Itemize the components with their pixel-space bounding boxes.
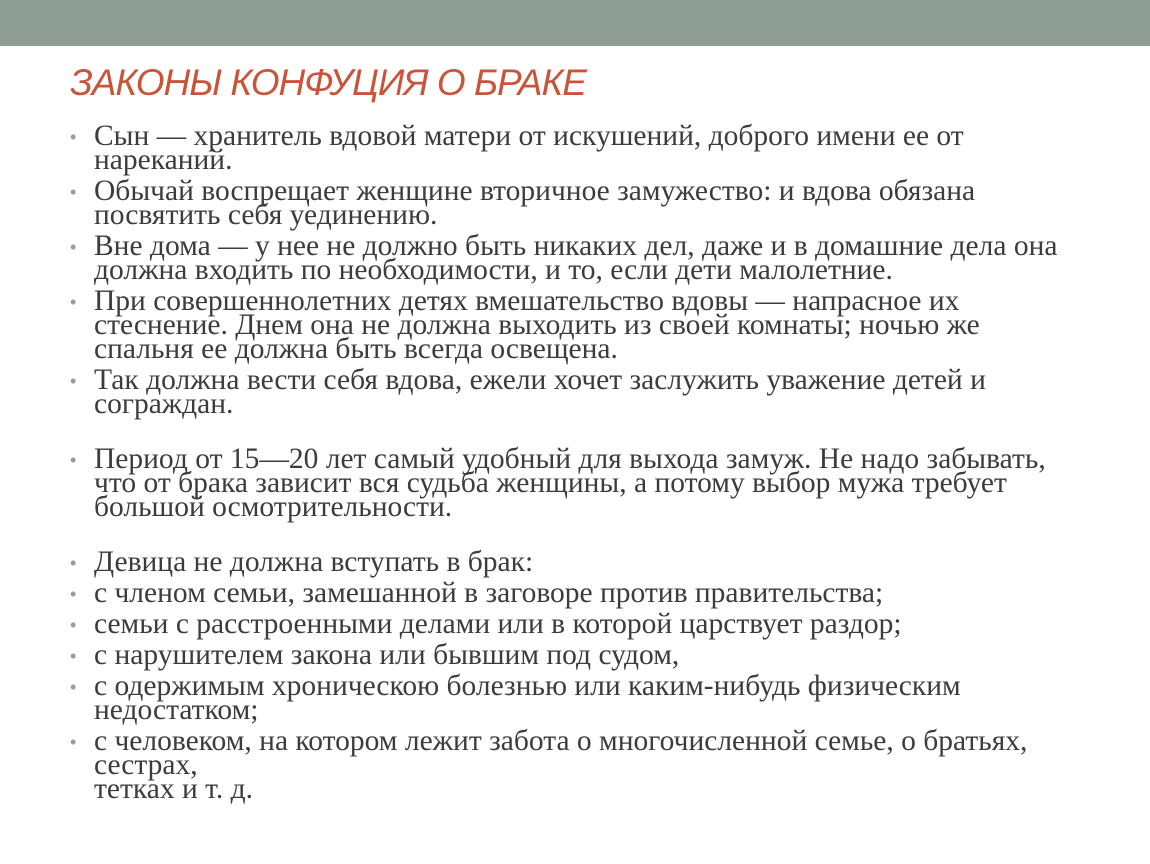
slide-title: ЗАКОНЫ КОНФУЦИЯ О БРАКЕ bbox=[70, 62, 586, 103]
bullet-item bbox=[70, 120, 1070, 176]
bullet-dot-icon: • bbox=[70, 450, 77, 470]
bullet-item bbox=[70, 443, 1070, 523]
bullet-text: Обычай воспрещает женщине вторичное замужество: и вдова обязана посвятить себя уединению. bbox=[94, 175, 976, 231]
bullet-text: Так должна вести себя вдова, ежели хочет заслужить уважение детей и сограждан. bbox=[94, 364, 986, 420]
bullet-dot-icon: • bbox=[70, 553, 77, 573]
bullet-item bbox=[70, 639, 1070, 671]
bullet-dot-icon: • bbox=[70, 127, 77, 147]
header-band bbox=[0, 0, 1150, 46]
bullet-dot-icon: • bbox=[70, 292, 77, 312]
bullet-item bbox=[70, 608, 1070, 640]
bullet-text: Период от 15—20 лет самый удобный для выхода замуж. Не надо забывать, что от брака зависит вся судьба женщины, а потому выбор мужа требует большой осмотрительности. bbox=[94, 443, 1046, 523]
bullet-dot-icon: • bbox=[70, 677, 77, 697]
bullet-text: При совершеннолетних детях вмешательство вдовы — напрасное их стеснение. Днем она не должна выходить из своей комнаты; ночью же спальня ее должна быть всегда освещена. bbox=[94, 285, 980, 365]
bullet-item bbox=[70, 285, 1070, 365]
bullet-item bbox=[70, 230, 1070, 286]
bullet-dot-icon: • bbox=[70, 584, 77, 604]
bullet-text: с нарушителем закона или бывшим под судом, bbox=[94, 639, 680, 671]
bullet-item bbox=[70, 364, 1070, 420]
bullet-list bbox=[70, 120, 1070, 808]
bullet-item bbox=[70, 670, 1070, 726]
bullet-text: с одержимым хроническою болезнью или каким-нибудь физическим недостатком; bbox=[94, 670, 961, 726]
bullet-item bbox=[70, 725, 1070, 805]
bullet-dot-icon: • bbox=[70, 182, 77, 202]
bullet-item bbox=[70, 546, 1070, 578]
bullet-dot-icon: • bbox=[70, 615, 77, 635]
bullet-text: с человеком, на котором лежит забота о многочисленной семье, о братьях, сестрах, тетках и т. д. bbox=[94, 725, 1028, 805]
bullet-text: Сын — хранитель вдовой матери от искушений, доброго имени ее от нареканий. bbox=[94, 120, 964, 176]
bullet-item bbox=[70, 577, 1070, 609]
bullet-item bbox=[70, 175, 1070, 231]
bullet-dot-icon: • bbox=[70, 237, 77, 257]
bullet-dot-icon: • bbox=[70, 732, 77, 752]
bullet-text: Девица не должна вступать в брак: bbox=[94, 546, 534, 578]
bullet-dot-icon: • bbox=[70, 371, 77, 391]
bullet-text: с членом семьи, замешанной в заговоре против правительства; bbox=[94, 577, 884, 609]
bullet-text: Вне дома — у нее не должно быть никаких дел, даже и в домашние дела она должна входить по необходимости, и то, если дети малолетние. bbox=[94, 230, 1058, 286]
bullet-text: семьи с расстроенными делами или в которой царствует раздор; bbox=[94, 608, 902, 640]
bullet-dot-icon: • bbox=[70, 646, 77, 666]
